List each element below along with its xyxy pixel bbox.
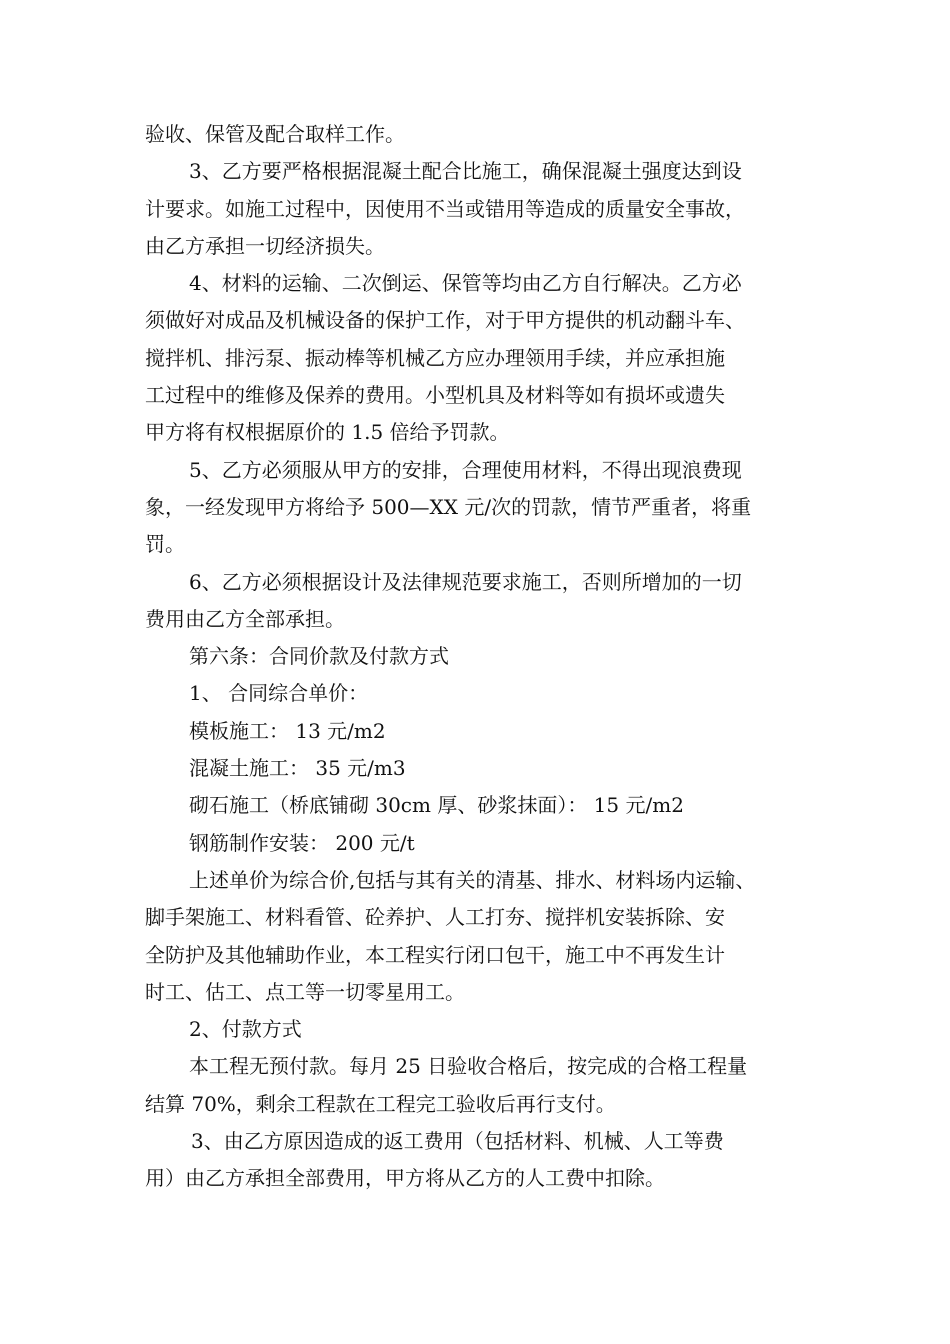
price-item: 混凝土施工： 35 元/m3 <box>189 756 406 781</box>
text-line: 5、乙方必须服从甲方的安排，合理使用材料，不得出现浪费现 <box>189 457 742 482</box>
text-line: 工过程中的维修及保养的费用。小型机具及材料等如有损坏或遗失 <box>145 383 725 408</box>
price-item: 钢筋制作安装： 200 元/t <box>189 830 415 855</box>
text-line: 2、付款方式 <box>189 1017 302 1042</box>
text-line: 费用由乙方全部承担。 <box>145 606 345 631</box>
text-line: 须做好对成品及机械设备的保护工作，对于甲方提供的机动翻斗车、 <box>145 308 745 333</box>
price-item: 模板施工： 13 元/m2 <box>189 718 386 743</box>
text-line: 3、乙方要严格根据混凝土配合比施工，确保混凝土强度达到设 <box>189 159 742 184</box>
text-line: 4、材料的运输、二次倒运、保管等均由乙方自行解决。乙方必 <box>189 271 742 296</box>
text-line: 脚手架施工、材料看管、砼养护、人工打夯、搅拌机安装拆除、安 <box>145 905 725 930</box>
section-heading: 第六条：合同价款及付款方式 <box>189 644 449 669</box>
text-line: 由乙方承担一切经济损失。 <box>145 233 385 258</box>
text-line: 3、由乙方原因造成的返工费用（包括材料、机械、人工等费 <box>191 1129 724 1154</box>
text-line: 计要求。如施工过程中，因使用不当或错用等造成的质量安全事故， <box>145 196 745 221</box>
price-item: 砌石施工（桥底铺砌 30cm 厚、砂浆抹面）： 15 元/m2 <box>189 793 684 818</box>
text-line: 罚。 <box>145 532 185 557</box>
text-line: 1、 合同综合单价： <box>189 681 369 706</box>
text-line: 上述单价为综合价,包括与其有关的清基、排水、材料场内运输、 <box>189 867 756 892</box>
text-line: 验收、保管及配合取样工作。 <box>145 122 405 146</box>
text-line: 本工程无预付款。每月 25 日验收合格后，按完成的合格工程量 <box>189 1054 748 1079</box>
text-line: 象，一经发现甲方将给予 500—XX 元/次的罚款，情节严重者，将重 <box>145 494 752 519</box>
text-line: 结算 70%，剩余工程款在工程完工验收后再行支付。 <box>145 1091 616 1116</box>
text-line: 甲方将有权根据原价的 1.5 倍给予罚款。 <box>145 420 510 445</box>
document-body <box>145 116 815 1198</box>
text-line: 时工、估工、点工等一切零星用工。 <box>145 979 465 1004</box>
text-line: 全防护及其他辅助作业，本工程实行闭口包干，施工中不再发生计 <box>145 942 725 967</box>
text-line: 搅拌机、排污泵、振动棒等机械乙方应办理领用手续，并应承担施 <box>145 345 725 370</box>
text-line: 用）由乙方承担全部费用，甲方将从乙方的人工费中扣除。 <box>145 1166 665 1191</box>
text-line: 6、乙方必须根据设计及法律规范要求施工，否则所增加的一切 <box>189 569 742 594</box>
